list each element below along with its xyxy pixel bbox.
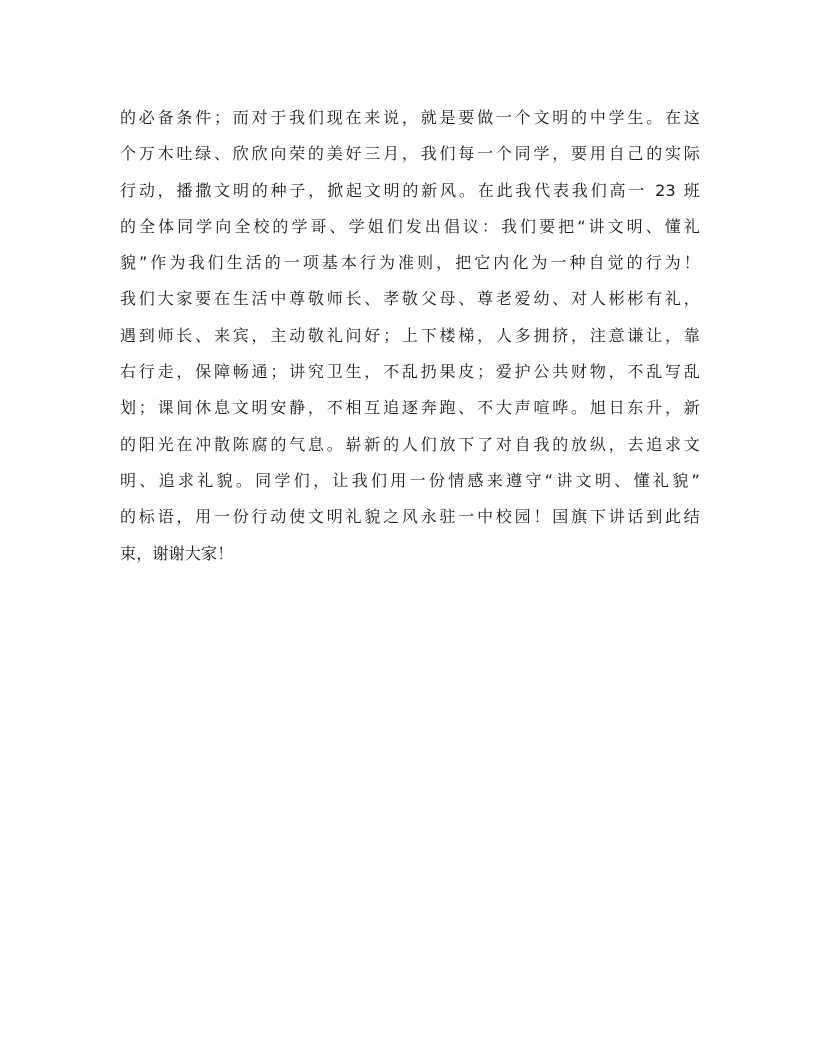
text-line: 遇到师长、来宾，主动敬礼问好；上下楼梯，人多拥挤，注意谦让，靠 xyxy=(120,325,700,345)
text-line: 我们大家要在生活中尊敬师长、孝敬父母、尊老爱幼、对人彬彬有礼， xyxy=(120,289,700,309)
text-line: 的标语，用一份行动使文明礼貌之风永驻一中校园！国旗下讲话到此结 xyxy=(120,507,700,527)
text-line: 束，谢谢大家！ xyxy=(120,543,234,563)
text-line: 划；课间休息文明安静，不相互追逐奔跑、不大声喧哗。旭日东升，新 xyxy=(120,398,700,418)
text-line: 的全体同学向全校的学哥、学姐们发出倡议：我们要把“讲文明、懂礼 xyxy=(120,216,700,236)
text-line: 右行走，保障畅通；讲究卫生，不乱扔果皮；爱护公共财物，不乱写乱 xyxy=(120,362,700,382)
speech-paragraph xyxy=(120,100,700,572)
text-line: 行动，播撒文明的种子，掀起文明的新风。在此我代表我们高一 23 班 xyxy=(120,180,700,200)
text-line: 貌”作为我们生活的一项基本行为准则，把它内化为一种自觉的行为！ xyxy=(120,253,700,273)
text-line: 个万木吐绿、欣欣向荣的美好三月，我们每一个同学，要用自己的实际 xyxy=(120,144,700,164)
text-line: 的阳光在冲散陈腐的气息。崭新的人们放下了对自我的放纵，去追求文 xyxy=(120,434,700,454)
text-line: 明、追求礼貌。同学们，让我们用一份情感来遵守“讲文明、懂礼貌” xyxy=(120,470,700,490)
text-line: 的必备条件；而对于我们现在来说，就是要做一个文明的中学生。在这 xyxy=(120,108,700,127)
